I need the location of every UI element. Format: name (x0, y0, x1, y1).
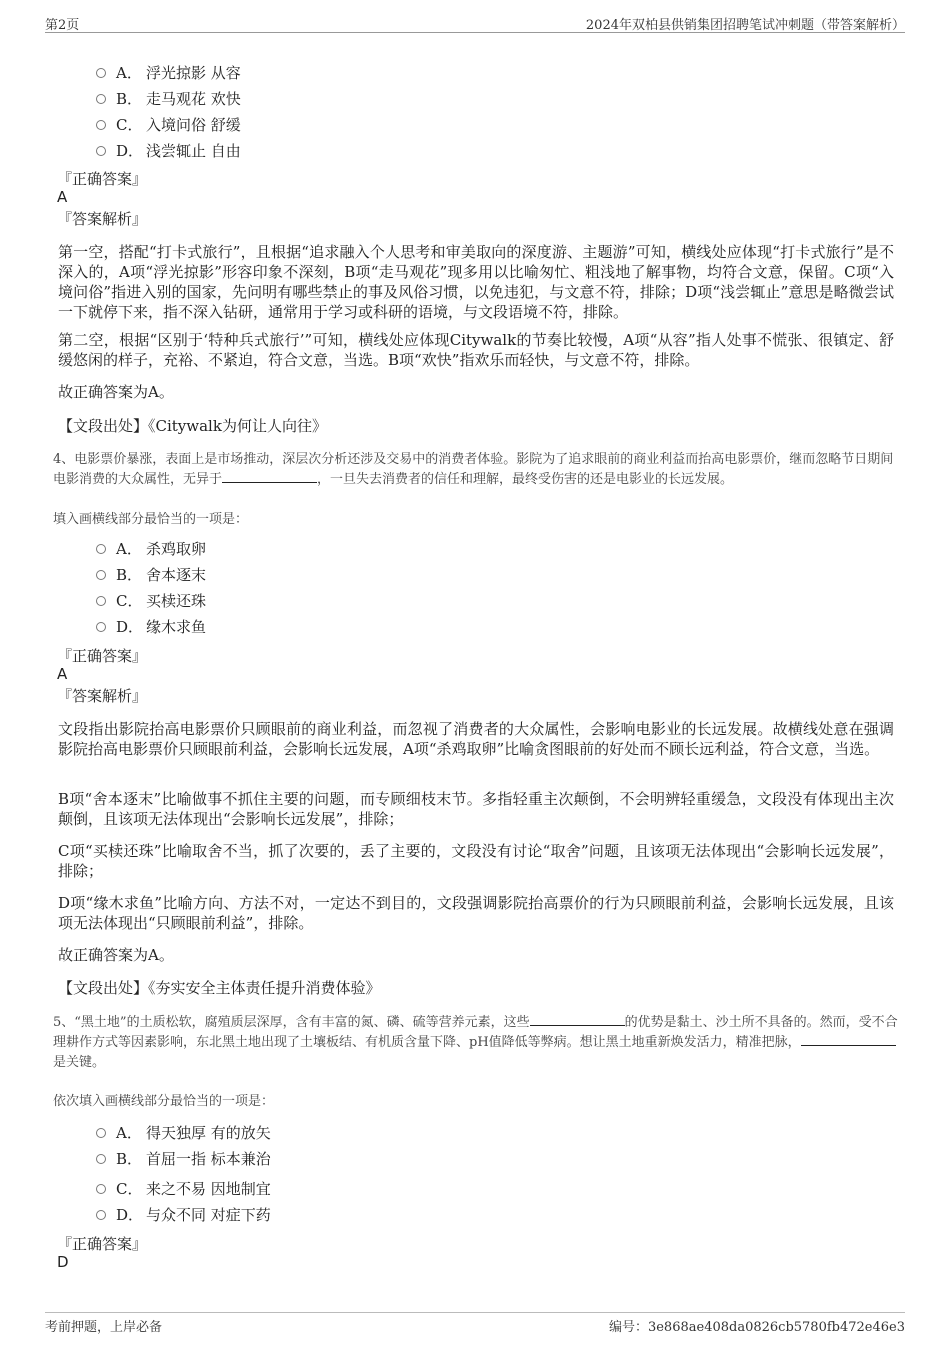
q4-analysis-p2: B项“舍本逐末”比喻做事不抓住主要的问题，而专顾细枝末节。多指轻重主次颠倒，不会明辨轻重缓急，文段没有体现出主次颠倒，且该项无法体现出“会影响长远发展”，排除； (58, 790, 894, 828)
q3-option-b[interactable]: B． 走马观花 欢快 (96, 88, 241, 110)
answer-blank (222, 470, 317, 483)
radio-icon[interactable] (96, 94, 106, 104)
radio-icon[interactable] (96, 1210, 106, 1220)
q4-option-a[interactable]: A． 杀鸡取卵 (96, 538, 206, 560)
q4-option-d[interactable]: D． 缘木求鱼 (96, 616, 206, 638)
q3-analysis-p1: 第一空，搭配“打卡式旅行”，且根据“追求融入个人思考和审美取向的深度游、主题游”可知，横线处应体现“打卡式旅行”是不深入的，A项“浮光掠影”形容印象不深刻，B项“走马观花”现多用以比喻匆忙、粗浅地了解事物，均符合文意，保留。C项“入境问俗”指进入别的国家，先问明有哪些禁止的事及风俗习惯，以免违犯，与文意不符，排除；D项“浅尝辄止”意思是略微尝试一下就停下来，指不深入钻研，通常用于学习或科研的语境，与文段语境不符，排除。 (58, 243, 894, 321)
q3-option-c[interactable]: C． 入境问俗 舒缓 (96, 114, 241, 136)
radio-icon[interactable] (96, 596, 106, 606)
q4-analysis-p4: D项“缘木求鱼”比喻方向、方法不对，一定达不到目的，文段强调影院抬高票价的行为只顾眼前利益，会影响长远发展，且该项无法体现出“只顾眼前利益”，排除。 (58, 894, 894, 932)
radio-icon[interactable] (96, 68, 106, 78)
q4-answer-label: 『正确答案』 (57, 647, 148, 665)
radio-icon[interactable] (96, 622, 106, 632)
q5-prompt: 依次填入画横线部分最恰当的一项是： (53, 1094, 275, 1109)
answer-blank (530, 1013, 625, 1026)
radio-icon[interactable] (96, 1184, 106, 1194)
q4-option-b[interactable]: B． 舍本逐末 (96, 564, 206, 586)
q5-option-c[interactable]: C． 来之不易 因地制宜 (96, 1178, 271, 1200)
q3-option-a[interactable]: A． 浮光掠影 从容 (96, 62, 241, 84)
page-footer (45, 1312, 905, 1335)
q5-option-b[interactable]: B． 首屈一指 标本兼治 (96, 1148, 271, 1170)
radio-icon[interactable] (96, 570, 106, 580)
page-header (45, 12, 905, 33)
q4-stem: 4、电影票价暴涨，表面上是市场推动，深层次分析还涉及交易中的消费者体验。影院为了追求眼前的商业利益而抬高电影票价，继而忽略节日期间电影消费的大众属性，无异于 ，一旦失去消费者的信任和理解，最终受伤害的还是电影业的长远发展。 (53, 452, 894, 487)
q5-option-a[interactable]: A． 得天独厚 有的放矢 (96, 1122, 271, 1144)
q3-conclusion: 故正确答案为A。 (58, 383, 174, 401)
q4-answer: A (57, 665, 68, 683)
q5-option-d[interactable]: D． 与众不同 对症下药 (96, 1204, 271, 1226)
q5-answer-label: 『正确答案』 (57, 1235, 148, 1253)
footer-slogan: 考前押题，上岸必备 (45, 1320, 163, 1335)
q3-analysis-label: 『答案解析』 (57, 210, 148, 228)
q4-analysis-label: 『答案解析』 (57, 687, 148, 705)
q4-source: 【文段出处】《夯实安全主体责任提升消费体验》 (58, 979, 381, 997)
page-number: 第2页 (45, 18, 80, 33)
q5-answer: D (57, 1253, 69, 1271)
radio-icon[interactable] (96, 146, 106, 156)
radio-icon[interactable] (96, 1128, 106, 1138)
q4-option-c[interactable]: C． 买椟还珠 (96, 590, 206, 612)
q3-option-d[interactable]: D． 浅尝辄止 自由 (96, 140, 241, 162)
q3-source: 【文段出处】《Citywalk为何让人向往》 (58, 417, 327, 435)
answer-blank (801, 1033, 896, 1046)
radio-icon[interactable] (96, 544, 106, 554)
q4-conclusion: 故正确答案为A。 (58, 946, 174, 964)
document-id: 编号：3e868ae408da0826cb5780fb472e46e3 (608, 1320, 905, 1335)
q4-analysis-p3: C项“买椟还珠”比喻取舍不当，抓了次要的，丢了主要的，文段没有讨论“取舍”问题，且该项无法体现出“会影响长远发展”，排除； (58, 842, 894, 880)
q5-stem: 5、“黑土地”的土质松软，腐殖质层深厚，含有丰富的氮、磷、硫等营养元素，这些 的优势是黏土、沙土所不具备的。然而，受不合理耕作方式等因素影响，东北黑土地出现了土壤板结、有机质含量下降、pH值降低等弊病。想让黑土地重新焕发活力，精准把脉，是关键。 (53, 1015, 898, 1070)
document-title: 2024年双柏县供销集团招聘笔试冲刺题（带答案解析） (585, 18, 905, 33)
q4-prompt: 填入画横线部分最恰当的一项是： (53, 512, 249, 527)
radio-icon[interactable] (96, 1154, 106, 1164)
q3-answer: A (57, 188, 68, 206)
q4-analysis-p1: 文段指出影院抬高电影票价只顾眼前的商业利益，而忽视了消费者的大众属性，会影响电影业的长远发展。故横线处意在强调影院抬高电影票价只顾眼前利益，会影响长远发展，A项“杀鸡取卵”比喻贪图眼前的好处而不顾长远利益，符合文意，当选。 (58, 720, 894, 758)
q3-answer-label: 『正确答案』 (57, 170, 148, 188)
radio-icon[interactable] (96, 120, 106, 130)
q3-analysis-p2: 第二空，根据“区别于‘特种兵式旅行’”可知，横线处应体现Citywalk的节奏比较慢，A项“从容”指人处事不慌张、很镇定、舒缓悠闲的样子，充裕、不紧迫，符合文意，当选。B项“欢快”指欢乐而轻快，与文意不符，排除。 (58, 331, 894, 369)
